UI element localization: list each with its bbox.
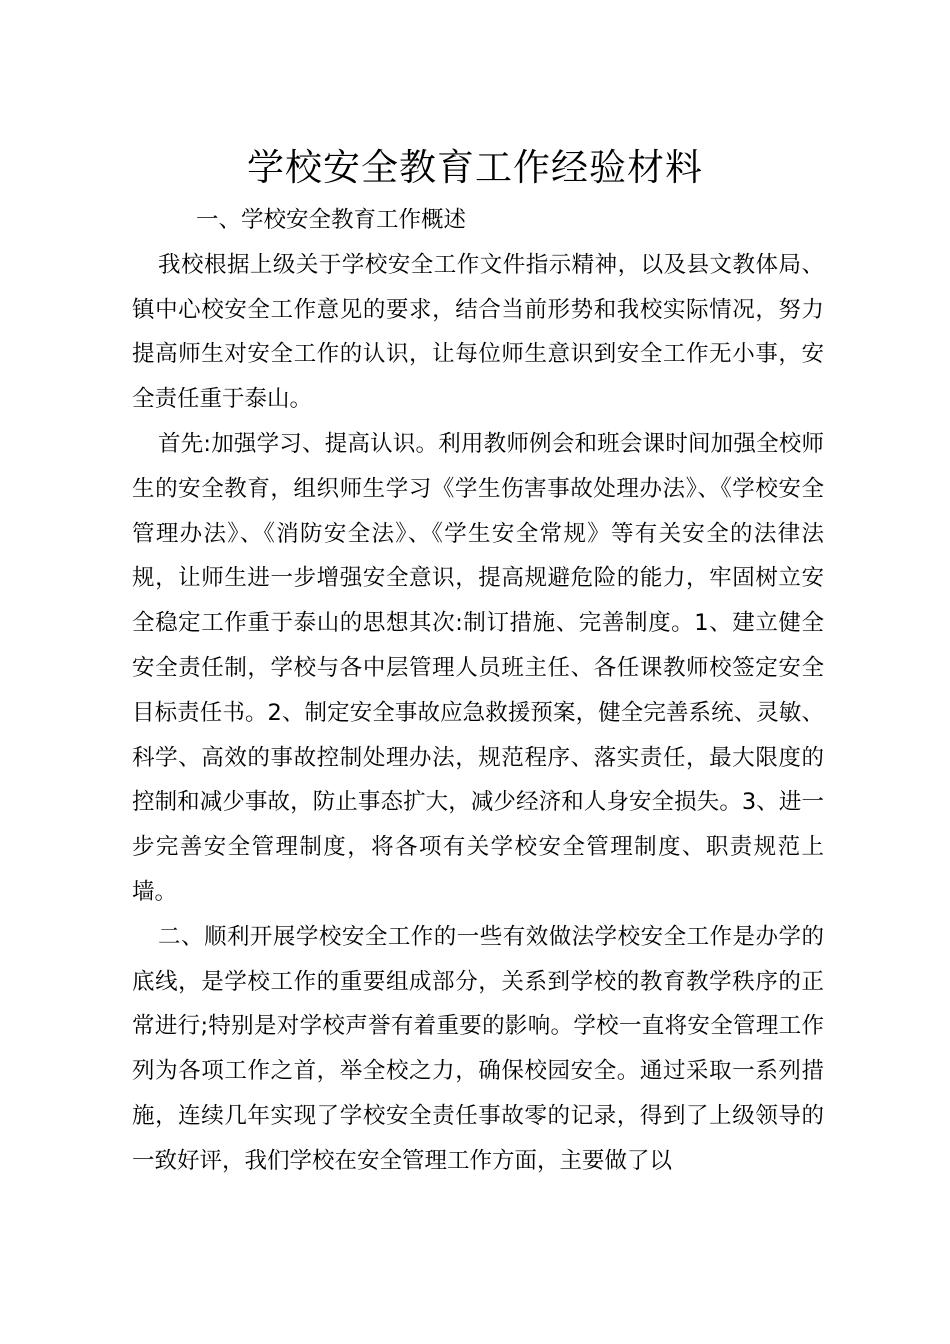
document-body: [132, 198, 824, 1184]
paragraph-section-two: 二、顺利开展学校安全工作的一些有效做法学校安全工作是办学的底线，是学校工作的重要组成部分，关系到学校的教育教学秩序的正常进行;特别是对学校声誉有着重要的影响。学校一直将安全管理工作列为各项工作之首，举全校之力，确保校园安全。通过采取一系列措施，连续几年实现了学校安全责任事故零的记录，得到了上级领导的一致好评，我们学校在安全管理工作方面，主要做了以: [132, 923, 824, 1174]
paragraph-intro: 我校根据上级关于学校安全工作文件指示精神，以及县文教体局、镇中心校安全工作意见的要求，结合当前形势和我校实际情况，努力提高师生对安全工作的认识，让每位师生意识到安全工作无小事，安全责任重于泰山。: [132, 251, 824, 413]
section-heading-1: 一、学校安全教育工作概述: [196, 207, 467, 233]
document-title: 学校安全教育工作经验材料: [247, 146, 703, 189]
paragraph-first-measures: 首先:加强学习、提高认识。利用教师例会和班会课时间加强全校师生的安全教育，组织师生学习《学生伤害事故处理办法》、《学校安全管理办法》、《消防安全法》、《学生安全常规》等有关安全的法律法规，让师生进一步增强安全意识，提高规避危险的能力，牢固树立安全稳定工作重于泰山的思想其次:制订措施、完善制度。1、建立健全安全责任制，学校与各中层管理人员班主任、各任课教师校签定安全目标责任书。2、制定安全事故应急救援预案，健全完善系统、灵敏、科学、高效的事故控制处理办法，规范程序、落实责任，最大限度的控制和减少事故，防止事态扩大，减少经济和人身安全损失。3、进一步完善安全管理制度，将各项有关学校安全管理制度、职责规范上墙。: [132, 430, 824, 905]
